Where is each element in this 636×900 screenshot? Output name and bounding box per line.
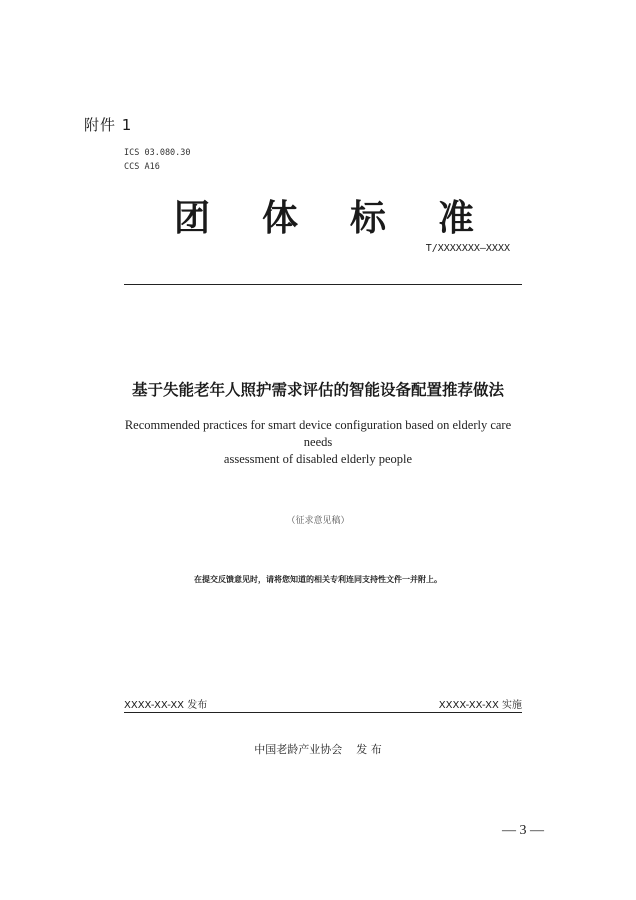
ics-code: ICS 03.080.30 (124, 148, 191, 158)
issue-date: XXXX-XX-XX 发布 (124, 700, 208, 711)
standard-type-char: 体 (261, 197, 298, 239)
draft-status: （征求意见稿） (286, 516, 350, 526)
standard-type-char: 准 (437, 197, 474, 239)
standard-number: T/XXXXXXX—XXXX (425, 243, 510, 254)
patent-notice: 在提交反馈意见时，请将您知道的相关专利连同支持性文件一并附上。 (194, 575, 442, 584)
document-title-en (110, 417, 526, 468)
top-divider (124, 284, 522, 285)
title-en-line: Recommended practices for smart device configuration based on elderly care needs (124, 418, 512, 449)
document-title-cn: 基于失能老年人照护需求评估的智能设备配置推荐做法 (131, 381, 504, 399)
ccs-code: CCS A16 (124, 162, 160, 172)
standard-type-char: 标 (349, 197, 386, 239)
standard-type-char: 团 (174, 197, 211, 239)
standard-type-title (124, 190, 524, 241)
page-number: — 3 — (502, 823, 544, 838)
implementation-date: XXXX-XX-XX 实施 (438, 700, 522, 711)
title-en-line: assessment of disabled elderly people (223, 452, 413, 466)
publisher: 中国老龄产业协会 发 布 (254, 743, 382, 756)
bottom-divider (124, 712, 522, 713)
attachment-label: 附件 1 (84, 116, 133, 134)
